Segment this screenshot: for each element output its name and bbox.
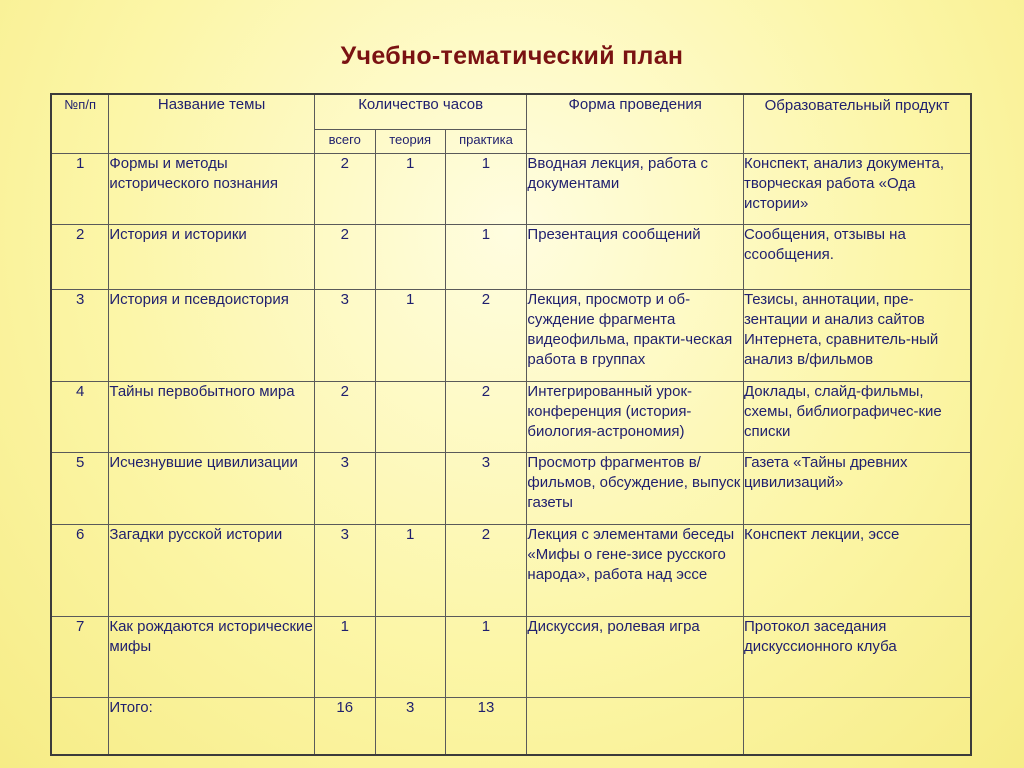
row-theory-hours bbox=[375, 452, 445, 524]
row-total-hours: 3 bbox=[314, 452, 375, 524]
row-theory-hours: 1 bbox=[375, 289, 445, 381]
row-number: 1 bbox=[51, 153, 109, 224]
row-practice-hours: 1 bbox=[445, 616, 527, 697]
row-total-hours: 3 bbox=[314, 289, 375, 381]
row-number: 2 bbox=[51, 224, 109, 289]
totals-product bbox=[743, 697, 971, 755]
row-total-hours: 2 bbox=[314, 153, 375, 224]
table-row bbox=[51, 381, 971, 452]
row-product: Конспект, анализ документа, творческая работа «Ода истории» bbox=[743, 153, 971, 224]
row-practice-hours: 2 bbox=[445, 524, 527, 616]
row-total-hours: 2 bbox=[314, 224, 375, 289]
row-topic: Формы и методы исторического познания bbox=[109, 153, 315, 224]
row-form: Вводная лекция, работа с документами bbox=[527, 153, 744, 224]
totals-practice-hours: 13 bbox=[445, 697, 527, 755]
totals-row bbox=[51, 697, 971, 755]
page-title: Учебно-тематический план bbox=[340, 42, 684, 70]
row-total-hours: 3 bbox=[314, 524, 375, 616]
row-topic: Загадки русской истории bbox=[109, 524, 315, 616]
table-row bbox=[51, 524, 971, 616]
row-number: 6 bbox=[51, 524, 109, 616]
row-practice-hours: 1 bbox=[445, 153, 527, 224]
totals-number bbox=[51, 697, 109, 755]
row-form: Лекция с элементами беседы «Мифы о гене-зисе русского народа», работа над эссе bbox=[527, 524, 744, 616]
row-form: Презентация сообщений bbox=[527, 224, 744, 289]
row-product: Доклады, слайд-фильмы, схемы, библиографичес-кие списки bbox=[743, 381, 971, 452]
totals-form bbox=[527, 697, 744, 755]
totals-label: Итого: bbox=[109, 697, 315, 755]
row-theory-hours bbox=[375, 616, 445, 697]
row-theory-hours bbox=[375, 224, 445, 289]
header-hours: Количество часов bbox=[314, 94, 527, 129]
row-number: 4 bbox=[51, 381, 109, 452]
row-number: 5 bbox=[51, 452, 109, 524]
row-form: Просмотр фрагментов в/фильмов, обсуждение, выпуск газеты bbox=[527, 452, 744, 524]
row-form: Интегрированный урок-конференция (история-биология-астрономия) bbox=[527, 381, 744, 452]
row-topic: История и псевдоистория bbox=[109, 289, 315, 381]
row-product: Протокол заседания дискуссионного клуба bbox=[743, 616, 971, 697]
row-product: Конспект лекции, эссе bbox=[743, 524, 971, 616]
row-theory-hours: 1 bbox=[375, 153, 445, 224]
table-row bbox=[51, 616, 971, 697]
table-row bbox=[51, 224, 971, 289]
row-product: Тезисы, аннотации, пре-зентации и анализ сайтов Интернета, сравнитель-ный анализ в/фильмов bbox=[743, 289, 971, 381]
table-row bbox=[51, 153, 971, 224]
row-topic: Тайны первобытного мира bbox=[109, 381, 315, 452]
header-practice: практика bbox=[445, 129, 527, 153]
row-product: Газета «Тайны древних цивилизаций» bbox=[743, 452, 971, 524]
row-number: 7 bbox=[51, 616, 109, 697]
row-practice-hours: 3 bbox=[445, 452, 527, 524]
table-row bbox=[51, 289, 971, 381]
row-topic: История и историки bbox=[109, 224, 315, 289]
row-practice-hours: 2 bbox=[445, 381, 527, 452]
header-theory: теория bbox=[375, 129, 445, 153]
row-total-hours: 1 bbox=[314, 616, 375, 697]
thematic-plan-table bbox=[50, 93, 972, 756]
table-row bbox=[51, 452, 971, 524]
row-total-hours: 2 bbox=[314, 381, 375, 452]
row-topic: Как рождаются исторические мифы bbox=[109, 616, 315, 697]
header-total: всего bbox=[314, 129, 375, 153]
header-number: №п/п bbox=[51, 94, 109, 153]
row-form: Дискуссия, ролевая игра bbox=[527, 616, 744, 697]
row-practice-hours: 1 bbox=[445, 224, 527, 289]
row-theory-hours: 1 bbox=[375, 524, 445, 616]
row-topic: Исчезнувшие цивилизации bbox=[109, 452, 315, 524]
totals-total-hours: 16 bbox=[314, 697, 375, 755]
row-theory-hours bbox=[375, 381, 445, 452]
totals-theory-hours: 3 bbox=[375, 697, 445, 755]
row-form: Лекция, просмотр и об-суждение фрагмента видеофильма, практи-ческая работа в группах bbox=[527, 289, 744, 381]
header-topic: Название темы bbox=[109, 94, 315, 153]
row-product: Сообщения, отзывы на ссообщения. bbox=[743, 224, 971, 289]
header-form: Форма проведения bbox=[527, 94, 744, 153]
row-number: 3 bbox=[51, 289, 109, 381]
row-practice-hours: 2 bbox=[445, 289, 527, 381]
header-product: Образовательный продукт bbox=[743, 94, 971, 153]
